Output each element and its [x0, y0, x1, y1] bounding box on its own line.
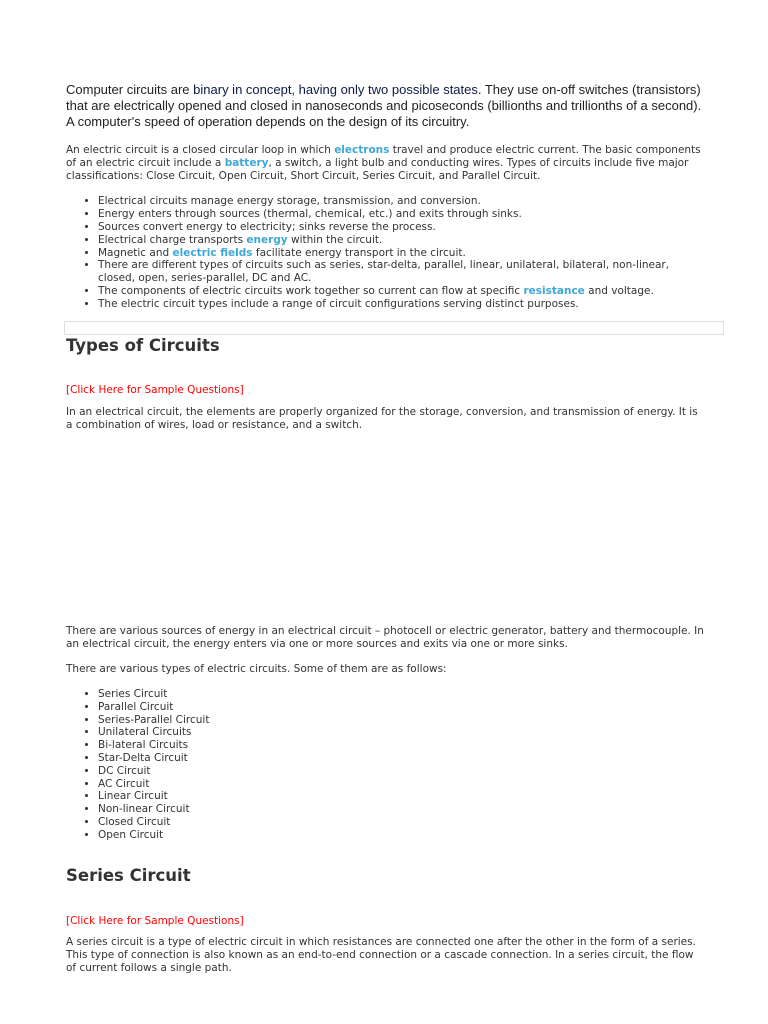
list-item: • Open Circuit	[98, 829, 738, 842]
list-item: • Series-Parallel Circuit	[98, 714, 738, 727]
series-circuit-heading: Series Circuit	[66, 866, 191, 885]
para-text: An electric circuit is a closed circular loop in which	[66, 144, 335, 156]
intro-text-2: binary in concept, having only two possible states	[193, 82, 478, 97]
electrons-link[interactable]: electrons	[334, 144, 390, 156]
list-item: • Series Circuit	[98, 688, 738, 701]
list-item: • There are different types of circuits such as series, star-delta, parallel, linear, unilateral, bilateral, non-linear, closed, open, series-parallel, DC and AC.	[98, 259, 706, 285]
sample-questions-link[interactable]: [Click Here for Sample Questions]	[66, 915, 244, 927]
circuit-definition-paragraph	[66, 144, 706, 182]
list-item	[98, 247, 706, 260]
list-text: and voltage.	[584, 284, 654, 297]
para-text: travel and produce electric current. The basic components of an electric circuit include a	[66, 144, 701, 169]
list-item	[98, 285, 706, 298]
list-item: • Bi-lateral Circuits	[98, 739, 738, 752]
list-item: • Energy enters through sources (thermal, chemical, etc.) and exits through sinks.	[98, 208, 706, 221]
list-item: • Non-linear Circuit	[98, 803, 738, 816]
para-text: , a switch, a light bulb and conducting wires. Types of circuits include five major classifications: Close Circuit, Open Circuit, Short Circuit, Series Circuit, and Parallel Circuit.	[66, 156, 689, 182]
resistance-link[interactable]: resistance	[523, 284, 585, 297]
list-text: within the circuit.	[287, 233, 383, 246]
list-text: facilitate energy transport in the circuit.	[252, 246, 466, 259]
list-item: • Linear Circuit	[98, 790, 738, 803]
list-item: • The electric circuit types include a range of circuit configurations serving distinct purposes.	[98, 298, 706, 311]
battery-link[interactable]: battery	[224, 156, 269, 169]
list-item	[98, 234, 706, 247]
list-item: • Sources convert energy to electricity; sinks reverse the process.	[98, 221, 706, 234]
list-item: • Closed Circuit	[98, 816, 738, 829]
series-paragraph: A series circuit is a type of electric circuit in which resistances are connected one after the other in the form of a series. This type of connection is also known as an end-to-end connection or a cascade connection. In a series circuit, the flow of current follows a single path.	[66, 936, 696, 974]
electric-fields-link[interactable]: electric fields	[172, 246, 253, 259]
divider-box	[64, 321, 724, 335]
list-item: • AC Circuit	[98, 778, 738, 791]
energy-sources-paragraph: There are various sources of energy in an electrical circuit – photocell or electric generator, battery and thermocouple. In an electrical circuit, the energy enters via one or more sources and exits via one or more sinks.	[66, 625, 704, 650]
intro-text-1: Computer circuits are	[66, 82, 194, 97]
list-item: • Parallel Circuit	[98, 701, 738, 714]
list-item: • Star-Delta Circuit	[98, 752, 738, 765]
energy-link[interactable]: energy	[246, 233, 288, 246]
list-item: • Electrical circuits manage energy storage, transmission, and conversion.	[98, 195, 706, 208]
list-text: The components of electric circuits work together so current can flow at specific	[98, 284, 524, 297]
sample-questions-link[interactable]: [Click Here for Sample Questions]	[66, 384, 244, 396]
types-intro-paragraph: There are various types of electric circuits. Some of them are as follows:	[66, 663, 447, 675]
list-text: Magnetic and	[98, 246, 173, 259]
intro-text-3: . They use on-off switches (transistors) that are electrically opened and closed in nanoseconds and picoseconds (billionths and trillionths of a second). A computer's speed of operation depends on the design of its circuitry.	[66, 82, 702, 129]
types-of-circuits-heading: Types of Circuits	[66, 336, 220, 355]
list-item: • Unilateral Circuits	[98, 726, 738, 739]
types-sample-wrapper	[66, 378, 706, 397]
top-content	[66, 82, 706, 322]
list-item: • DC Circuit	[98, 765, 738, 778]
circuit-types-list	[66, 688, 738, 842]
intro-paragraph	[66, 82, 706, 130]
types-paragraph: In an electrical circuit, the elements are properly organized for the storage, conversion, and transmission of energy. It is a combination of wires, load or resistance, and a switch.	[66, 406, 698, 431]
key-points-list	[66, 195, 706, 310]
series-sample-wrapper	[66, 909, 706, 928]
list-text: Electrical charge transports	[98, 233, 247, 246]
